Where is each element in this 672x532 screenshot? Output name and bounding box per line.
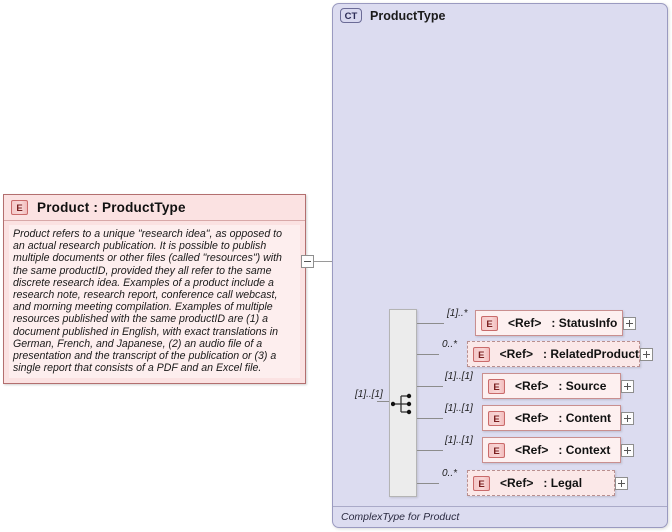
- element-badge-icon: E: [488, 443, 505, 458]
- element-badge-icon: E: [11, 200, 28, 215]
- sequence-connector-icon: [391, 393, 417, 415]
- element-ref-row-relatedproduct: [417, 341, 647, 367]
- element-ref-box-context[interactable]: [482, 437, 621, 463]
- expand-toggle-icon[interactable]: [640, 348, 653, 361]
- element-ref-name: <Ref>: [515, 443, 549, 457]
- element-ref-cardinality: [1]..[1]: [445, 435, 473, 446]
- expand-toggle-icon[interactable]: [621, 380, 634, 393]
- connector-line: [314, 261, 334, 262]
- element-box-product[interactable]: [3, 194, 306, 384]
- element-ref-box-legal[interactable]: [467, 470, 615, 496]
- element-ref-type: : Context: [558, 443, 611, 457]
- element-ref-type: : Legal: [543, 476, 583, 490]
- element-badge-icon: E: [488, 379, 505, 394]
- element-badge-icon: E: [473, 476, 490, 491]
- element-ref-name: <Ref>: [515, 411, 549, 425]
- element-ref-type: : RelatedProduct: [542, 347, 639, 361]
- element-ref-cardinality: [1]..*: [447, 308, 468, 319]
- connector-line: [417, 354, 439, 355]
- element-ref-row-content: [417, 405, 617, 431]
- connector-line: [417, 386, 443, 387]
- connector-line: [417, 450, 443, 451]
- element-ref-row-context: [417, 437, 617, 463]
- expand-toggle-icon[interactable]: [615, 477, 628, 490]
- element-ref-row-legal: [417, 470, 617, 496]
- element-ref-type: : Source: [558, 379, 607, 393]
- element-ref-name: <Ref>: [500, 476, 534, 490]
- expand-toggle-icon[interactable]: [623, 317, 636, 330]
- element-ref-cardinality: 0..*: [442, 339, 458, 350]
- connector-line: [417, 418, 443, 419]
- expand-toggle-icon[interactable]: [621, 412, 634, 425]
- complextype-title: ProductType: [370, 8, 446, 23]
- element-box-product-title: Product : ProductType: [37, 200, 186, 215]
- element-badge-icon: E: [481, 316, 498, 331]
- element-box-product-documentation: Product refers to a unique "research idea", as opposed to an actual research publication. It is possible to publish multiple documents or other files (called "resources") with the same productID, provided they all refer to the same discrete research idea. Examples of a product include a research note, research report, conference call webcast, and morning meeting compilation. Examples of multiple resources published with the same productID are (1) a document published in English, with exact translations in German, French, and Japanese, (2) an audio file of a presentation and the transcript of the publication or (3) a single report that consists of a PDF and an Excel file.: [9, 225, 300, 378]
- compositor-cardinality: [1]..[1]: [355, 389, 383, 400]
- element-ref-row-statusinfo: [417, 310, 617, 336]
- connector-line: [377, 401, 389, 402]
- element-ref-box-relatedproduct[interactable]: [467, 341, 640, 367]
- complextype-badge-icon: CT: [340, 8, 362, 23]
- element-ref-name: <Ref>: [515, 379, 549, 393]
- element-ref-box-source[interactable]: [482, 373, 621, 399]
- element-ref-name: <Ref>: [499, 347, 533, 361]
- complextype-footer-caption: ComplexType for Product: [333, 506, 667, 527]
- complextype-header: [333, 4, 667, 27]
- element-ref-box-statusinfo[interactable]: [475, 310, 623, 336]
- element-badge-icon: E: [488, 411, 505, 426]
- element-ref-cardinality: [1]..[1]: [445, 403, 473, 414]
- element-badge-icon: E: [473, 347, 490, 362]
- element-ref-name: <Ref>: [508, 316, 542, 330]
- collapse-toggle-icon[interactable]: [301, 255, 314, 268]
- sequence-compositor[interactable]: [389, 309, 417, 497]
- element-ref-box-content[interactable]: [482, 405, 621, 431]
- element-ref-cardinality: 0..*: [442, 468, 458, 479]
- connector-line: [417, 483, 439, 484]
- element-box-product-header: [4, 195, 305, 221]
- element-ref-type: : Content: [558, 411, 612, 425]
- connector-line: [417, 323, 444, 324]
- element-ref-cardinality: [1]..[1]: [445, 371, 473, 382]
- expand-toggle-icon[interactable]: [621, 444, 634, 457]
- element-ref-row-source: [417, 373, 617, 399]
- element-ref-type: : StatusInfo: [551, 316, 618, 330]
